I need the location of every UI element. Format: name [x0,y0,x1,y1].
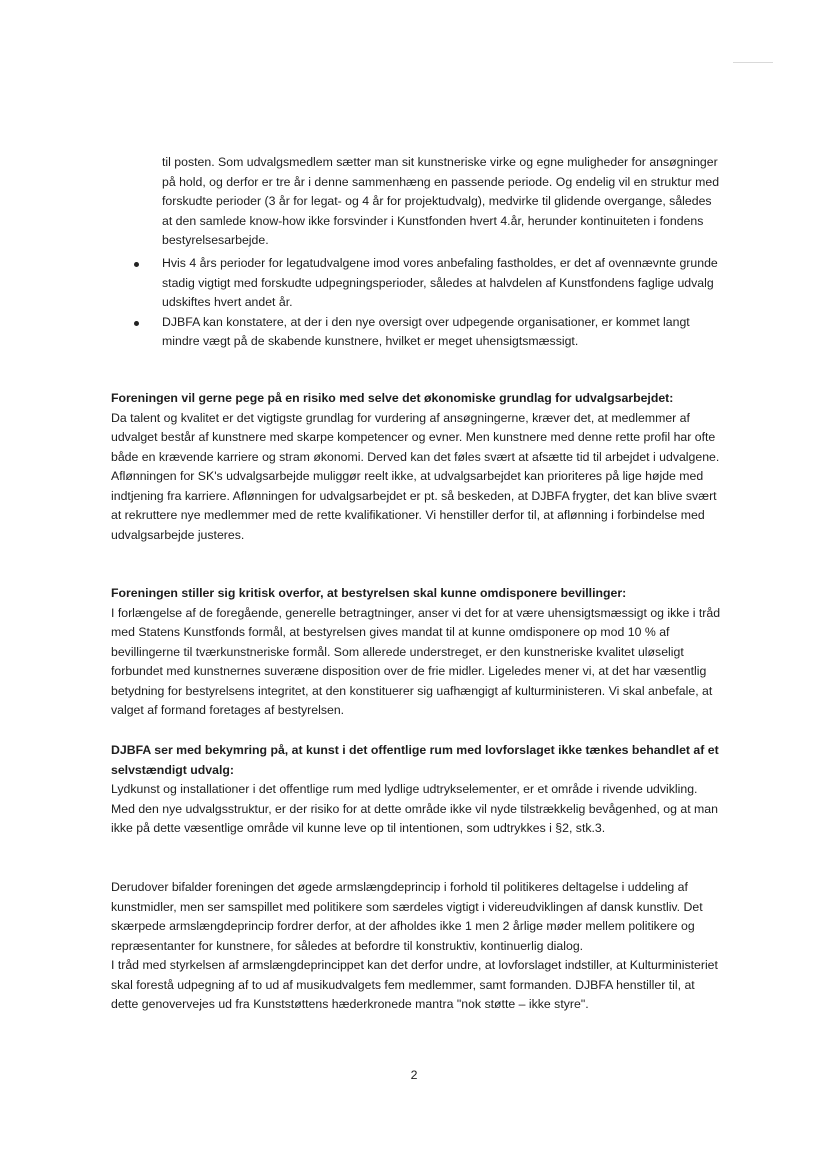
bullet-text: Hvis 4 års perioder for legatudvalgene imod vores anbefaling fastholdes, er det af ovennævnte grunde stadig vigtigt med forskudte udpegningsperioder, således at halvdelen af Kunstfondens faglige udvalg udskiftes hvert andet år. [162,256,718,309]
continuation-paragraph: til posten. Som udvalgsmedlem sætter man sit kunstneriske virke og egne muligheder for ansøgninger på hold, og derfor er tre år i denne sammenhæng en passende periode. Og endelig vil en struktur med forskudte perioder (3 år for legat- og 4 år for projektudvalg), medvirke til glidende overgange, således at den samlede know-how ikke forsvinder i Kunstfonden hvert 4.år, herunder kontinuiteten i fondens bestyrelsesarbejde. [162,155,720,247]
section-heading: DJBFA ser med bekymring på, at kunst i det offentlige rum med lovforslaget ikke tænkes behandlet af et selvstændigt udvalg: [111,743,719,777]
bullet-text: DJBFA kan konstatere, at der i den nye oversigt over udpegende organisationer, er kommet langt mindre vægt på de skabende kunstnere, hvilket er meget uhensigtsmæssigt. [162,314,690,348]
section-reallocation [111,584,723,721]
section-body: Da talent og kvalitet er det vigtigste grundlag for vurdering af ansøgningerne, kræver det, at medlemmer af udvalget består af kunstnere med skarpe kompetencer og evner. Men kunstnere med denne rette profil har ofte både en krævende karriere og stram økonomi. Derved kan det føles svært at afsætte tid til arbejdet i udvalgene. Aflønningen for SK's udvalgsarbejde muliggør reelt ikke, at udvalgsarbejdet kan prioriteres på lige højde med indtjening fra karriere. Aflønningen for udvalgsarbejdet er pt. så beskeden, at DJBFA frygter, det kan blive svært at rekruttere nye medlemmer med de rette kvalifikationer. Vi henstiller derfor til, at aflønning i forbindelse med udvalgsarbejde justeres. [111,410,720,542]
page-number: 2 [410,1068,418,1082]
section-body: I forlængelse af de foregående, generelle betragtninger, anser vi det for at være uhensigtsmæssigt og ikke i tråd med Statens Kunstfonds formål, at bestyrelsen gives mandat til at kunne omdisponere op mod 10 % af bevillingerne til tværkunstneriske formål. Som allerede understreget, er den kunstneriske kvalitet uløseligt forbundet med kunstnernes suveræne disposition over de frie midler. Ligeledes mener vi, at det har væsentlig betydning for bestyrelsens integritet, at den konstituerer sig uafhængigt af kulturministeren. Vi skal anbefale, at valget af formand foretages af bestyrelsen. [111,605,721,717]
section-economic [111,389,723,545]
bullet-item [134,313,722,352]
section-arms-length [111,878,723,1015]
bullet-icon [134,321,139,326]
scan-artifact [733,62,773,63]
paragraph: I tråd med styrkelsen af armslængdeprincippet kan det derfor undre, at lovforslaget indstiller, at Kulturministeriet skal forestå udpegning af to ud af musikudvalgets fem medlemmer, samt formanden. DJBFA henstiller til, at dette genovervejes ud fra Kunststøttens hæderkronede mantra "nok støtte – ikke styre". [111,958,718,1011]
bullet-icon [134,262,139,267]
section-heading: Foreningen vil gerne pege på en risiko med selve det økonomiske grundlag for udvalgsarbejdet: [111,391,674,405]
section-public-space-art [111,741,723,839]
section-body: Lydkunst og installationer i det offentlige rum med lydlige udtrykselementer, er et område i rivende udvikling. Med den nye udvalgsstruktur, er der risiko for at dette område ikke vil nyde tilstrækkelig bevågenhed, og at man ikke på dette væsentlige område vil kunne leve op til intentionen, som udtrykkes i §2, stk.3. [111,782,718,835]
section-heading: Foreningen stiller sig kritisk overfor, at bestyrelsen skal kunne omdisponere bevillinger: [111,586,627,600]
bullet-item [134,254,722,313]
bullet-list [134,254,722,352]
paragraph: Derudover bifalder foreningen det øgede armslængdeprincip i forhold til politikeres deltagelse i uddeling af kunstmidler, men ser samspillet med politikere som særdeles vigtigt i videreudviklingen af dansk kunstliv. Det skærpede armslængdeprincip fordrer derfor, at der afholdes ikke 1 men 2 årlige møder mellem politikere og repræsentanter for kunstnere, for således at befordre til konstruktiv, kontinuerlig dialog. [111,880,703,953]
